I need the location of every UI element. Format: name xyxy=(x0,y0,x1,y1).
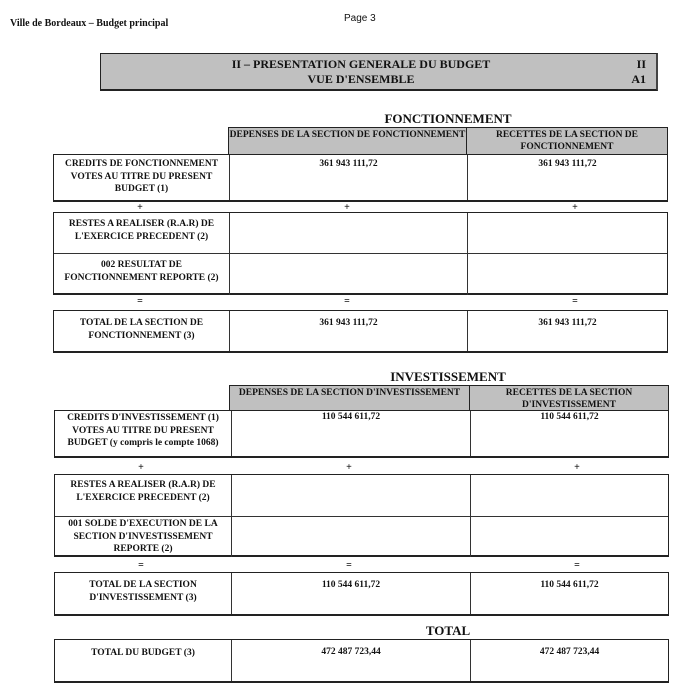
organization-label: Ville de Bordeaux – Budget principal xyxy=(10,18,169,29)
fonct-credits-row xyxy=(53,154,668,202)
depenses-value: 361 943 111,72 xyxy=(230,155,468,200)
fonct-rar-row xyxy=(54,213,667,253)
invest-001-row xyxy=(55,516,668,557)
equals-sign: = xyxy=(344,296,350,307)
title-code-1: II xyxy=(636,57,646,71)
row-label: CREDITS D'INVESTISSEMENT (1) VOTES AU TITRE DU PRESENT BUDGET (y compris le compte 1068) xyxy=(55,411,232,456)
section-title-total: TOTAL xyxy=(425,623,471,638)
recettes-value: 110 544 611,72 xyxy=(540,412,599,422)
equals-sign: = xyxy=(138,560,144,571)
invest-rar-row xyxy=(55,475,668,516)
row-label: RESTES A REALISER (R.A.R) DE L'EXERCICE PRECEDENT (2) xyxy=(55,475,232,516)
depenses-value: 110 544 611,72 xyxy=(232,411,471,456)
col-header-recettes-fonct: RECETTES DE LA SECTION DE FONCTIONNEMENT xyxy=(466,127,668,155)
depenses-value: 110 544 611,72 xyxy=(232,573,471,614)
plus-sign: + xyxy=(574,462,580,473)
recettes-value xyxy=(468,213,667,253)
recettes-value: 361 943 111,72 xyxy=(538,318,597,328)
col-header-depenses-fonct: DEPENSES DE LA SECTION DE FONCTIONNEMENT xyxy=(228,127,467,155)
invest-credits-row xyxy=(54,410,669,458)
plus-sign: + xyxy=(138,462,144,473)
depenses-value: 361 943 111,72 xyxy=(230,311,468,351)
invest-reports-block xyxy=(54,474,669,557)
section-title-fonctionnement: FONCTIONNEMENT xyxy=(384,111,512,126)
recettes-value xyxy=(468,254,667,295)
depenses-value xyxy=(230,213,468,253)
recettes-value xyxy=(471,517,668,557)
plus-sign: + xyxy=(137,202,143,213)
recettes-value xyxy=(471,475,668,516)
equals-sign: = xyxy=(346,560,352,571)
fonct-reports-block xyxy=(53,212,668,295)
depenses-value xyxy=(230,254,468,295)
total-budget-row xyxy=(54,639,669,683)
recettes-value: 110 544 611,72 xyxy=(540,580,599,590)
col-header-depenses-invest: DEPENSES DE LA SECTION D'INVESTISSEMENT xyxy=(229,385,470,411)
col-header-recettes-invest: RECETTES DE LA SECTION D'INVESTISSEMENT xyxy=(469,385,669,411)
fonct-002-row xyxy=(54,253,667,295)
row-label: TOTAL DE LA SECTION DE FONCTIONNEMENT (3) xyxy=(54,311,230,351)
depenses-value: 472 487 723,44 xyxy=(232,640,471,681)
equals-sign: = xyxy=(137,296,143,307)
page-number: Page 3 xyxy=(344,13,376,24)
equals-sign: = xyxy=(572,296,578,307)
title-line-2: VUE D'ENSEMBLE xyxy=(307,72,415,86)
section-title-investissement: INVESTISSEMENT xyxy=(390,369,506,384)
row-label: CREDITS DE FONCTIONNEMENT VOTES AU TITRE DU PRESENT BUDGET (1) xyxy=(54,155,230,200)
fonct-total-row xyxy=(53,310,668,353)
invest-total-row xyxy=(54,572,669,616)
title-line-1: II – PRESENTATION GENERALE DU BUDGET xyxy=(231,57,491,71)
row-label: 002 RESULTAT DE FONCTIONNEMENT REPORTE (2) xyxy=(54,254,230,295)
row-label: TOTAL DU BUDGET (3) xyxy=(55,640,232,681)
title-code-2: A1 xyxy=(631,72,646,86)
depenses-value xyxy=(232,517,471,557)
row-label: TOTAL DE LA SECTION D'INVESTISSEMENT (3) xyxy=(55,573,232,614)
depenses-value xyxy=(232,475,471,516)
recettes-value: 472 487 723,44 xyxy=(539,647,600,657)
recettes-value: 361 943 111,72 xyxy=(538,159,597,169)
plus-sign: + xyxy=(346,462,352,473)
plus-sign: + xyxy=(572,202,578,213)
title-box xyxy=(100,53,658,91)
row-label: 001 SOLDE D'EXECUTION DE LA SECTION D'INVESTISSEMENT REPORTE (2) xyxy=(55,517,232,557)
plus-sign: + xyxy=(344,202,350,213)
row-label: RESTES A REALISER (R.A.R) DE L'EXERCICE PRECEDENT (2) xyxy=(54,213,230,253)
equals-sign: = xyxy=(574,560,580,571)
